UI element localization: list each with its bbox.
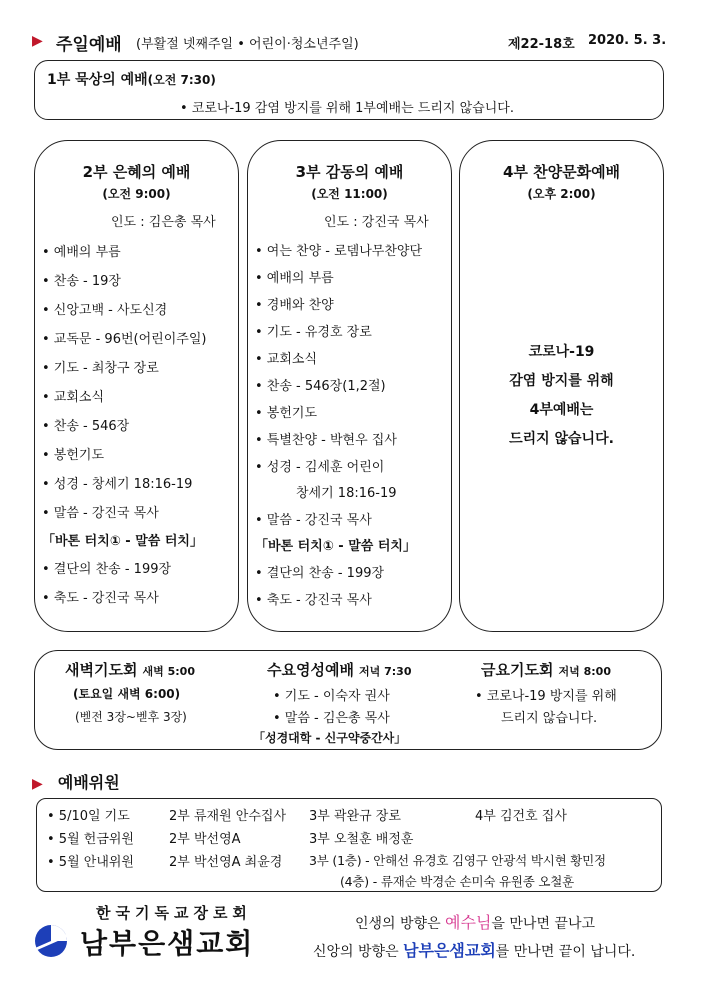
issue-date: 2020. 5. 3. (588, 33, 667, 48)
motto-highlight-church: 남부은샘교회 (403, 941, 496, 960)
wednesday-heading (267, 659, 412, 680)
service2-time: (오전 9:00) (102, 187, 171, 201)
service2-item: • 찬송 - 19장 (42, 274, 121, 289)
service4-box (459, 140, 664, 632)
service1-box (34, 60, 664, 120)
motto-text: 을 만나면 끝나고 (491, 916, 595, 932)
service3-item: • 예배의 부름 (255, 271, 334, 286)
service4-notice-line: 코로나-19 (528, 344, 595, 360)
service2-item: • 축도 - 강진국 목사 (42, 591, 159, 606)
service2-item: • 말씀 - 강진국 목사 (42, 506, 159, 521)
service1-time: (오전 7:30) (147, 73, 216, 87)
service3-item: • 성경 - 김세훈 어린이 (255, 460, 385, 475)
weekday-box (34, 650, 662, 750)
service2-item: • 기도 - 최창구 장로 (42, 361, 159, 376)
motto-line-2 (313, 938, 635, 961)
motto-highlight-jesus: 예수님 (445, 913, 492, 932)
motto-text: 인생의 방향은 (355, 916, 446, 932)
motto-line-1 (355, 910, 595, 933)
committee-row-cell: 2부 류재원 안수집사 (169, 809, 286, 824)
wednesday-time: 저녁 7:30 (359, 665, 412, 678)
header (32, 30, 672, 54)
committee-row-cell: 3부 (1층) - 안해선 유경호 김영구 안광석 박시현 황민정 (309, 853, 606, 868)
service2-item: • 찬송 - 546장 (42, 419, 130, 434)
service3-leader: 인도 : 강진국 목사 (324, 215, 429, 230)
wednesday-title: 수요영성예배 (267, 661, 354, 679)
service3-item: • 기도 - 유경호 장로 (255, 325, 372, 340)
page-title: 주일예배 (56, 35, 122, 55)
motto-text: 를 만나면 끝이 납니다. (495, 944, 636, 960)
service2-item: • 신앙고백 - 사도신경 (42, 303, 168, 318)
committee-box (36, 798, 662, 892)
friday-heading (481, 659, 611, 680)
service3-item: • 경배와 찬양 (255, 298, 334, 313)
service3-sermon-title: 「바톤 터치① - 말씀 터치」 (255, 539, 416, 554)
dawn-heading (65, 659, 195, 680)
committee-row-label: • 5월 헌금위원 (47, 832, 134, 847)
service3-item: • 특별찬양 - 박현우 집사 (255, 433, 397, 448)
committee-row-cont: (4층) - 류재순 박경순 손미숙 유원종 오철훈 (340, 874, 575, 889)
service4-title: 4부 찬양문화예배 (502, 163, 621, 181)
service2-item: • 교회소식 (42, 390, 105, 405)
church-logo-icon (34, 924, 68, 958)
service2-item: • 예배의 부름 (42, 245, 121, 260)
committee-row-cell: 3부 곽완규 장로 (309, 809, 401, 824)
denomination-name: 한국기독교장로회 (96, 904, 252, 922)
committee-title: 예배위원 (57, 773, 120, 792)
service2-title: 2부 은혜의 예배 (82, 163, 191, 181)
service2-leader: 인도 : 김은총 목사 (111, 215, 216, 230)
wednesday-item: • 기도 - 이숙자 권사 (273, 689, 390, 704)
service2-item: • 교독문 - 96번(어린이주일) (42, 332, 207, 347)
service3-item: • 축도 - 강진국 목사 (255, 593, 372, 608)
church-name: 남부은샘교회 (80, 927, 255, 960)
committee-row-cell: 4부 김건호 집사 (475, 809, 567, 824)
wednesday-series: 「성경대학 - 신구약중간사」 (253, 731, 407, 745)
service4-notice-line: 감염 방지를 위해 (509, 373, 614, 389)
friday-time: 저녁 8:00 (558, 665, 611, 678)
friday-line: • 코로나-19 방지를 위해 (475, 689, 617, 704)
service3-item: • 결단의 찬송 - 199장 (255, 566, 385, 581)
service2-item: • 결단의 찬송 - 199장 (42, 562, 172, 577)
dawn-time: 새벽 5:00 (142, 665, 195, 678)
service4-notice-line: 드리지 않습니다. (509, 431, 614, 447)
friday-line: 드리지 않습니다. (501, 711, 598, 726)
service2-item: • 봉헌기도 (42, 448, 105, 463)
committee-heading (32, 770, 120, 793)
service3-item: • 찬송 - 546장(1,2절) (255, 379, 386, 394)
service3-title: 3부 감동의 예배 (295, 163, 404, 181)
service4-time: (오후 2:00) (527, 187, 596, 201)
friday-title: 금요기도회 (481, 661, 554, 679)
motto-text: 신앙의 방향은 (313, 944, 404, 960)
service1-title: 1부 묵상의 예배 (47, 72, 148, 88)
service3-box (247, 140, 452, 632)
service1-note: • 코로나-19 감염 방지를 위해 1부예배는 드리지 않습니다. (180, 101, 514, 116)
triangle-bullet-icon: ▶ (32, 33, 43, 49)
committee-row-cell: 3부 오철훈 배정훈 (309, 832, 414, 847)
committee-row-cell: 2부 박선영A 최윤경 (169, 855, 283, 870)
service3-time: (오전 11:00) (311, 187, 388, 201)
service2-box (34, 140, 239, 632)
page-subtitle: (부활절 넷째주일 • 어린이·청소년주일) (136, 37, 359, 52)
dawn-title: 새벽기도회 (65, 661, 138, 679)
service3-item: • 봉헌기도 (255, 406, 318, 421)
committee-row-cell: 2부 박선영A (169, 832, 241, 847)
church-logo (34, 924, 68, 958)
service4-notice-line: 4부예배는 (529, 402, 594, 418)
issue-number: 제22-18호 (508, 37, 575, 52)
service2-item: • 성경 - 창세기 18:16-19 (42, 477, 193, 492)
committee-row-label: • 5/10일 기도 (47, 809, 130, 824)
dawn-saturday: (토요일 새벽 6:00) (73, 687, 181, 701)
service1-heading (47, 69, 216, 89)
dawn-text: (벧전 3장~벧후 3장) (75, 710, 187, 724)
triangle-bullet-icon: ▶ (32, 776, 43, 792)
service3-scripture: 창세기 18:16-19 (296, 486, 397, 501)
service3-item: • 교회소식 (255, 352, 318, 367)
committee-row-label: • 5월 안내위원 (47, 855, 134, 870)
service3-item: • 말씀 - 강진국 목사 (255, 513, 372, 528)
service2-sermon-title: 「바톤 터치① - 말씀 터치」 (42, 534, 203, 549)
service3-item: • 여는 찬양 - 로뎀나무찬양단 (255, 244, 423, 259)
wednesday-item: • 말씀 - 김은총 목사 (273, 711, 390, 726)
